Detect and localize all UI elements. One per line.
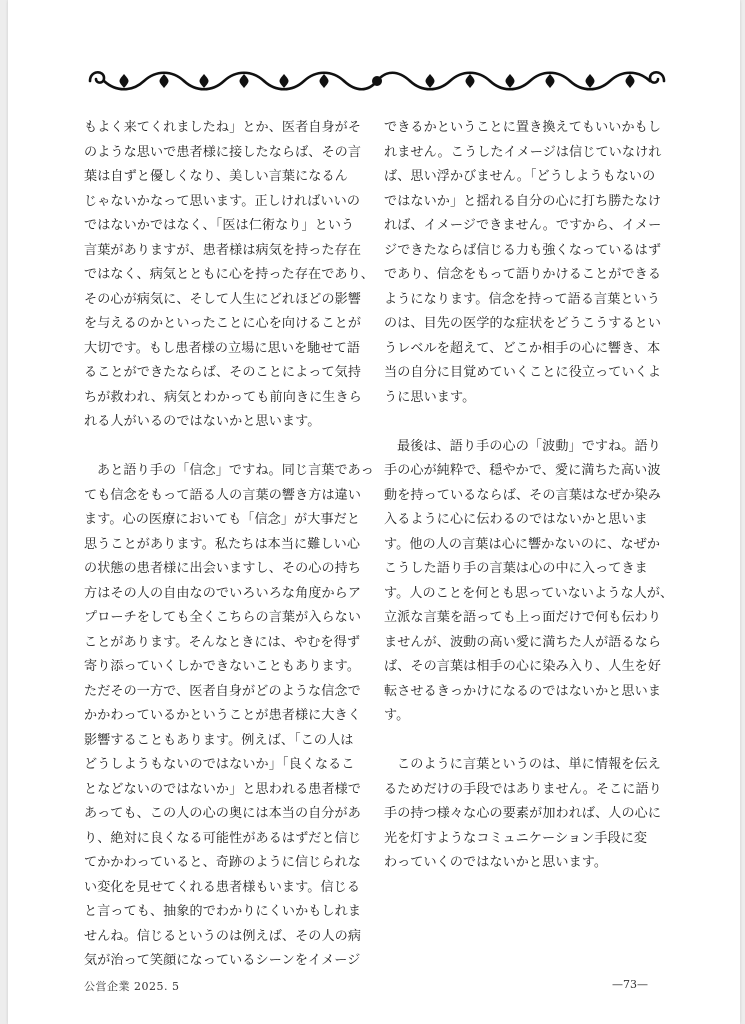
text-line: となどないのではないか」と思われる患者様で: [84, 781, 362, 797]
text-line: こうした語り手の言葉は心の中に入ってきま: [384, 561, 648, 576]
text-line: 当の自分に目覚めていくことに役立っていくよ: [384, 365, 662, 380]
text-line: ではなく、病気とともに心を持った存在であり、: [84, 267, 374, 282]
text-line: 影響することもあります。例えば、「この人は: [84, 732, 354, 748]
text-line: 転させるきっかけになるのではないかと思いま: [384, 683, 662, 699]
text-line: ことがあります。そんなときには、やむを得ず: [84, 634, 361, 650]
text-line: ます。心の医療においても「信念」が大事だと: [84, 512, 361, 527]
text-line: れません。こうしたイメージは信じていなけれ: [384, 144, 662, 160]
text-line: れば、イメージできません。ですから、イメー: [384, 218, 662, 233]
paragraph: [384, 753, 666, 876]
text-line: と言っても、抽象的でわかりにくいかもしれま: [84, 904, 362, 919]
text-line: ようになります。信念を持って語る言葉という: [384, 291, 661, 307]
paragraph: [384, 435, 674, 729]
text-line: 言葉がありますが、患者様は病気を持った存在: [84, 242, 362, 258]
text-line: 動を持っているならば、その言葉はなぜか染み: [384, 487, 662, 503]
text-line: ではないかではなく、「医は仁術なり」という: [84, 218, 355, 233]
text-line: り、絶対に良くなる可能性があるはずだと信じ: [84, 830, 362, 846]
text-line: 手の心が純粋で、穏やかで、愛に満ちた高い波: [384, 463, 661, 478]
paragraph: [84, 116, 374, 435]
text-line: あと語り手の「信念」ですね。同じ言葉であっ: [97, 463, 374, 478]
text-line: 入るように心に伝わるのではないかと思いま: [384, 512, 648, 527]
text-line: ませんが、波動の高い愛に満ちた人が語るなら: [384, 634, 662, 650]
text-line: 大切です。もし患者様の立場に思いを馳せて語: [84, 340, 361, 356]
text-line: ば、思い浮かびません。「どうしようもないの: [384, 169, 656, 184]
page-number: —73—: [612, 978, 648, 991]
paragraph: [84, 459, 374, 974]
text-line: あっても、この人の心の奥には本当の自分があ: [84, 806, 361, 821]
text-line: い変化を見せてくれる患者様もいます。信じる: [84, 879, 361, 895]
text-line: ば、その言葉は相手の心に染み入り、人生を好: [384, 659, 662, 674]
text-line: プローチをしても全くこちらの言葉が入らない: [84, 610, 362, 625]
text-line: うに思います。: [384, 389, 476, 405]
text-line: ても信念をもって語る人の言葉の響き方は違い: [84, 487, 362, 503]
text-line: できるかということに置き換えてもいいかもし: [384, 120, 662, 135]
text-line: を与えるのかといったことに心を向けることが: [84, 316, 362, 331]
decorative-scroll-border: [86, 68, 668, 94]
text-line: るためだけの手段ではありません。そこに語り: [384, 781, 662, 797]
text-line: す。: [384, 708, 410, 723]
text-line: ジできたならば信じる力も強くなっているはず: [384, 242, 662, 258]
left-text-column: [84, 116, 374, 974]
text-line: す。人のことを何とも思っていないような人が、: [384, 585, 674, 601]
text-line: ることができたならば、そのことによって気持: [84, 365, 362, 380]
text-line: もよく来てくれましたね」とか、医者自身がそ: [84, 120, 362, 135]
text-line: ただその一方で、医者自身がどのような信念で: [84, 683, 361, 699]
text-line: 寄り添っていくしかできないこともあります。: [84, 659, 361, 674]
text-line: どうしようもないのではないか」「良くなるこ: [84, 757, 355, 772]
text-line: その心が病気に、そして人生にどれほどの影響: [84, 291, 362, 307]
paragraph: [384, 116, 666, 410]
text-line: 思うことがあります。私たちは本当に難しい心: [84, 536, 361, 552]
magazine-page: [8, 0, 740, 1024]
text-line: せんね。信じるというのは例えば、その人の病: [84, 928, 362, 944]
text-line: 光を灯すようなコミュニケーション手段に変: [384, 830, 648, 846]
text-line: じゃないかなって思います。正しければいいの: [84, 193, 361, 209]
text-line: 立派な言葉を語っても上っ面だけで何も伝わり: [384, 610, 662, 625]
text-line: かかわっているかということが患者様に大きく: [84, 708, 361, 723]
right-text-column: [384, 116, 674, 876]
text-line: てかかわっていると、奇跡のように信じられな: [84, 855, 361, 870]
text-line: であり、信念をもって語りかけることができる: [384, 267, 662, 282]
text-line: 方はその人の自由なのでいろいろな角度からア: [84, 585, 362, 601]
text-line: 気が治って笑顔になっているシーンをイメージ: [84, 953, 361, 968]
text-line: 手の持つ様々な心の要素が加われば、人の心に: [384, 806, 662, 821]
text-line: のは、目先の医学的な症状をどうこうするとい: [384, 316, 662, 331]
text-line: 葉は自ずと優しくなり、美しい言葉になるん: [84, 169, 348, 184]
text-line: れる人がいるのではないかと思います。: [84, 414, 321, 429]
text-line: このように言葉というのは、単に情報を伝え: [397, 757, 661, 772]
text-line: す。他の人の言葉は心に響かないのに、なぜか: [384, 536, 661, 552]
text-line: ちが救われ、病気とわかっても前向きに生きら: [84, 389, 362, 405]
text-line: のような思いで患者様に接したならば、その言: [84, 144, 362, 160]
text-line: ではないか」と揺れる自分の心に打ち勝たなけ: [384, 193, 662, 209]
publication-footer: 公営企業 2025. 5: [84, 980, 180, 993]
text-line: の状態の患者様に出会いますし、その心の持ち: [84, 561, 362, 576]
text-line: わっていくのではないかと思います。: [384, 855, 608, 870]
text-line: うレベルを超えて、どこか相手の心に響き、本: [384, 340, 661, 356]
text-line: 最後は、語り手の心の「波動」ですね。語り: [397, 438, 661, 454]
